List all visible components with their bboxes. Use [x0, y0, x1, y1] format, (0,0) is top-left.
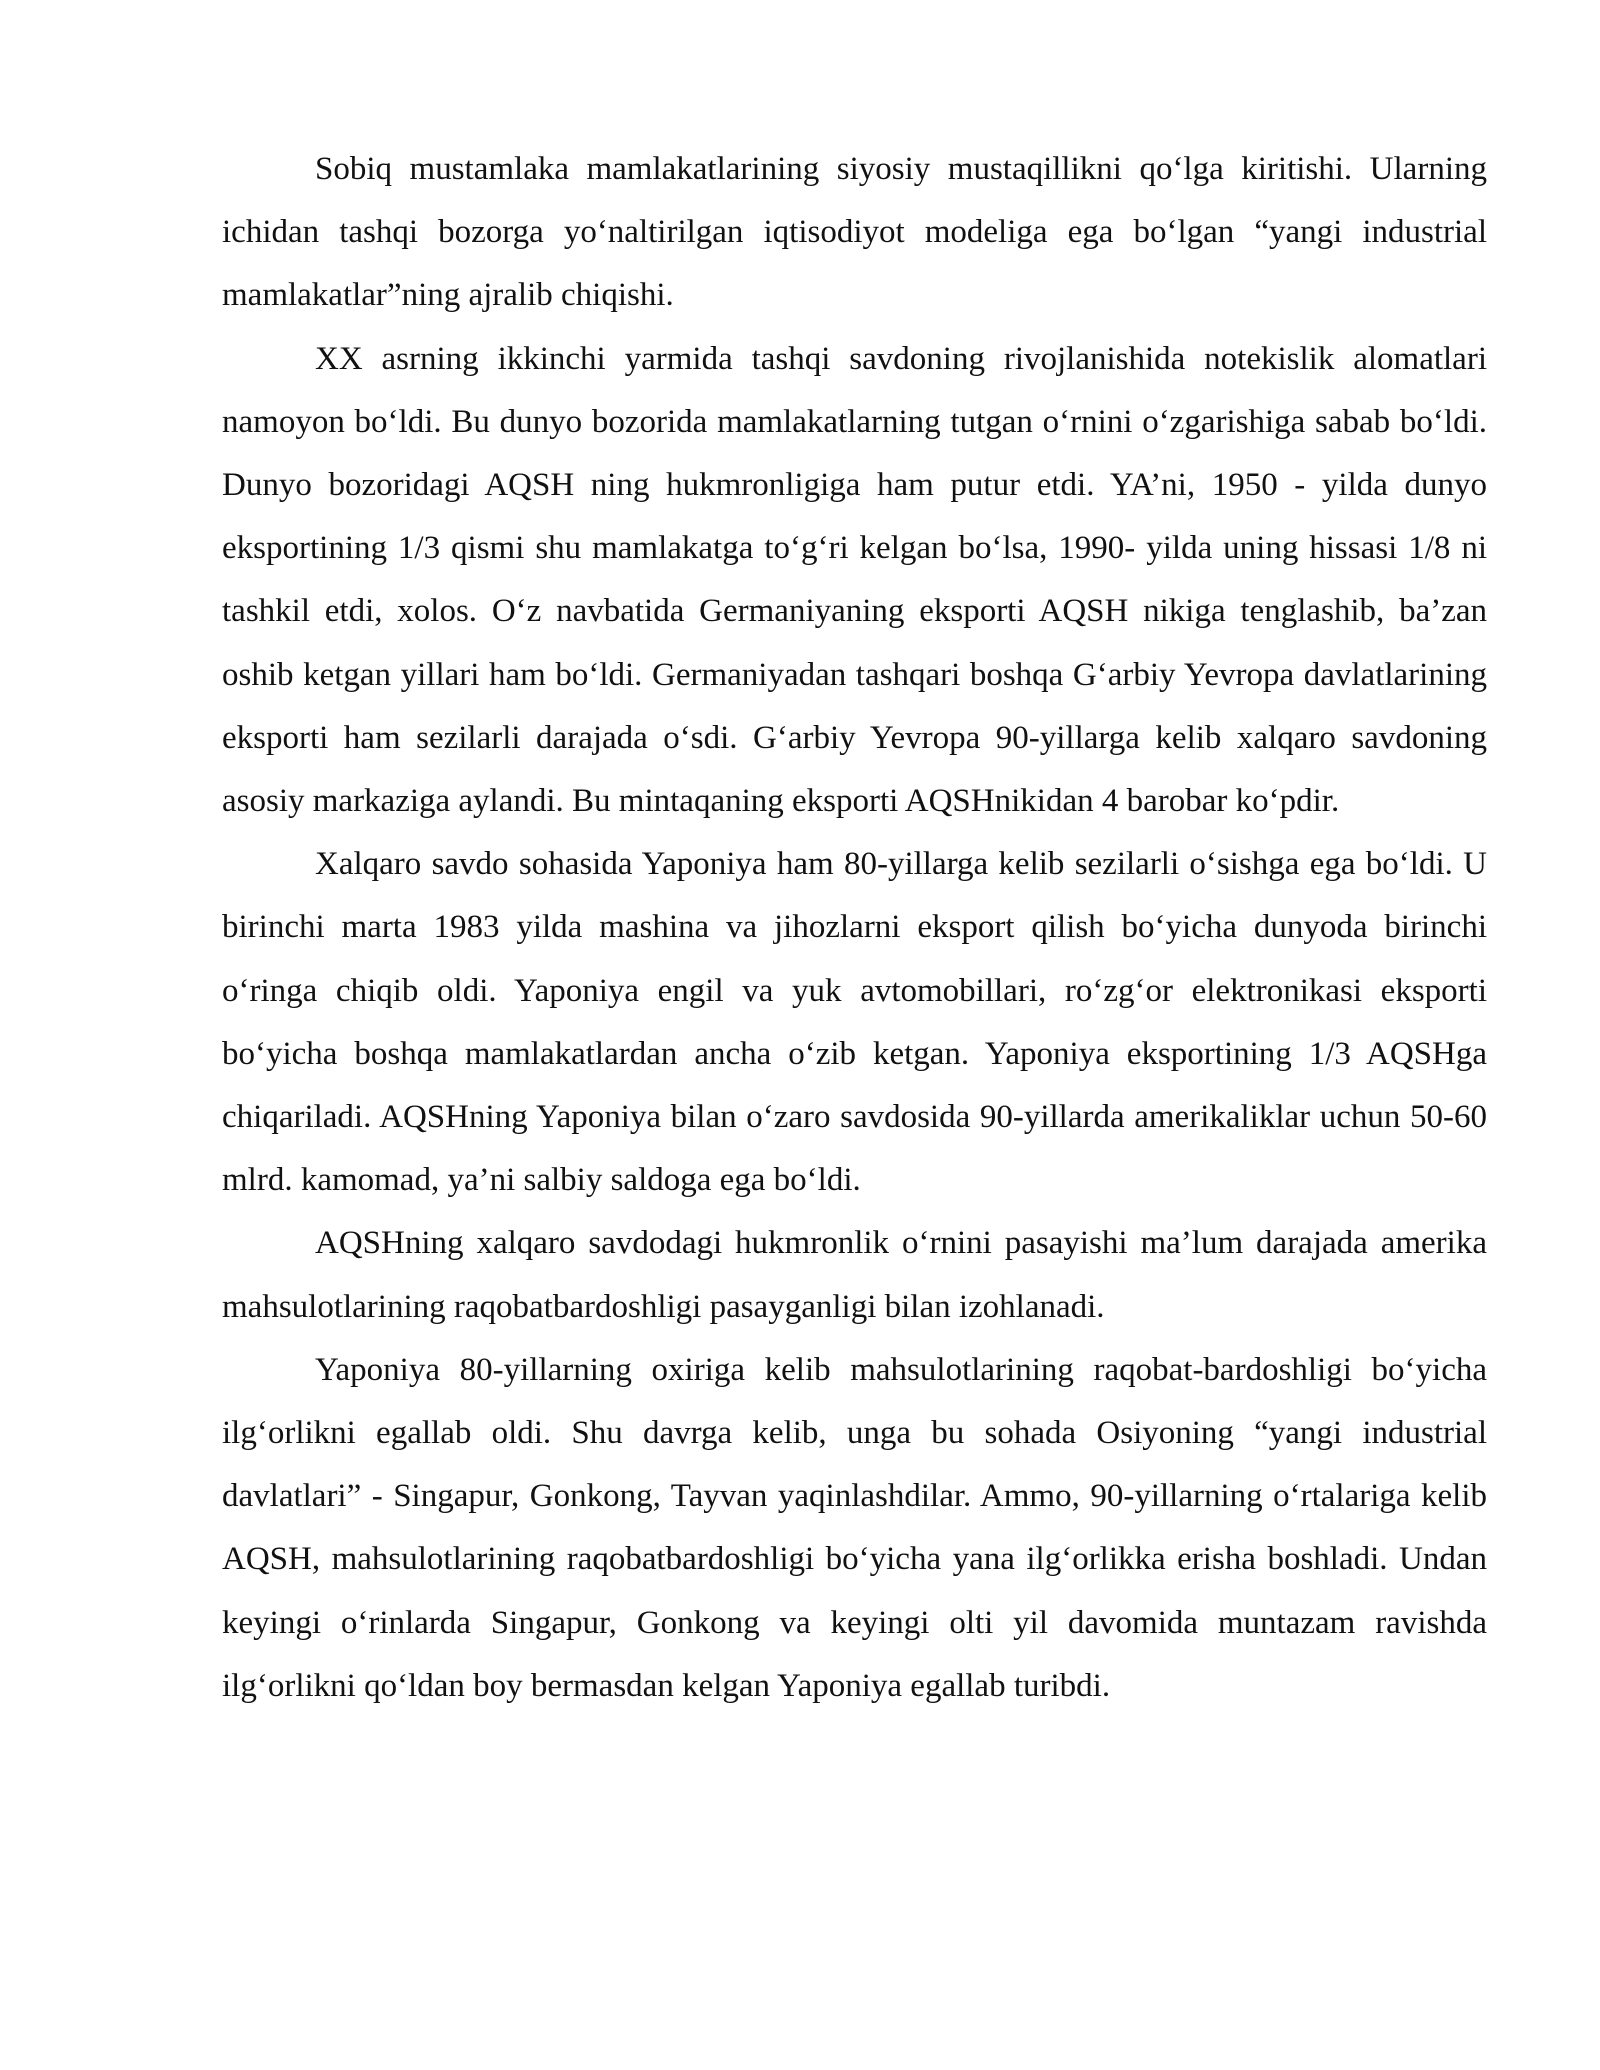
- paragraph-4: AQSHning xalqaro savdodagi hukmronlik o‘rnini pasayishi ma’lum darajada amerika mahsulotlarining raqobatbardoshligi pasayganligi bilan izohlanadi.: [222, 1225, 1487, 1325]
- paragraph-2: XX asrning ikkinchi yarmida tashqi savdoning rivojlanishida notekislik alomatlari namoyon bo‘ldi. Bu dunyo bozorida mamlakatlarning tutgan o‘rnini o‘zgarishiga sabab bo‘ldi. Dunyo bozoridagi AQSH ning hukmronligiga ham putur etdi. YA’ni, 1950 - yilda dunyo eksportining 1/3 qismi shu mamlakatga to‘g‘ri kelgan bo‘lsa, 1990- yilda uning hissasi 1/8 ni tashkil etdi, xolos. O‘z navbatida Germaniyaning eksporti AQSH nikiga tenglashib, ba’zan oshib ketgan yillari ham bo‘ldi. Germaniyadan tashqari boshqa G‘arbiy Yevropa davlatlarining eksporti ham sezilarli darajada o‘sdi. G‘arbiy Yevropa 90-yillarga kelib xalqaro savdoning asosiy markaziga aylandi. Bu mintaqaning eksporti AQSHnikidan 4 barobar ko‘pdir.: [222, 340, 1487, 820]
- document-body: [222, 138, 1487, 1718]
- paragraph-5: Yaponiya 80-yillarning oxiriga kelib mahsulotlarining raqobat-bardoshligi bo‘yicha ilg‘orlikni egallab oldi. Shu davrga kelib, unga bu sohada Osiyoning “yangi industrial davlatlari” - Singapur, Gonkong, Tayvan yaqinlashdilar. Ammo, 90-yillarning o‘rtalariga kelib AQSH, mahsulotlarining raqobatbardoshligi bo‘yicha yana ilg‘orlikka erisha boshladi. Undan keyingi o‘rinlarda Singapur, Gonkong va keyingi olti yil davomida muntazam ravishda ilg‘orlikni qo‘ldan boy bermasdan kelgan Yaponiya egallab turibdi.: [222, 1351, 1487, 1704]
- paragraph-1: Sobiq mustamlaka mamlakatlarining siyosiy mustaqillikni qo‘lga kiritishi. Ularning ichidan tashqi bozorga yo‘naltirilgan iqtisodiyot modeliga ega bo‘lgan “yangi industrial mamlakatlar”ning ajralib chiqishi.: [222, 151, 1487, 314]
- paragraph-3: Xalqaro savdo sohasida Yaponiya ham 80-yillarga kelib sezilarli o‘sishga ega bo‘ldi. U birinchi marta 1983 yilda mashina va jihozlarni eksport qilish bo‘yicha dunyoda birinchi o‘ringa chiqib oldi. Yaponiya engil va yuk avtomobillari, ro‘zg‘or elektronikasi eksporti bo‘yicha boshqa mamlakatlardan ancha o‘zib ketgan. Yaponiya eksportining 1/3 AQSHga chiqariladi. AQSHning Yaponiya bilan o‘zaro savdosida 90-yillarda amerikaliklar uchun 50-60 mlrd. kamomad, ya’ni salbiy saldoga ega bo‘ldi.: [222, 846, 1487, 1199]
